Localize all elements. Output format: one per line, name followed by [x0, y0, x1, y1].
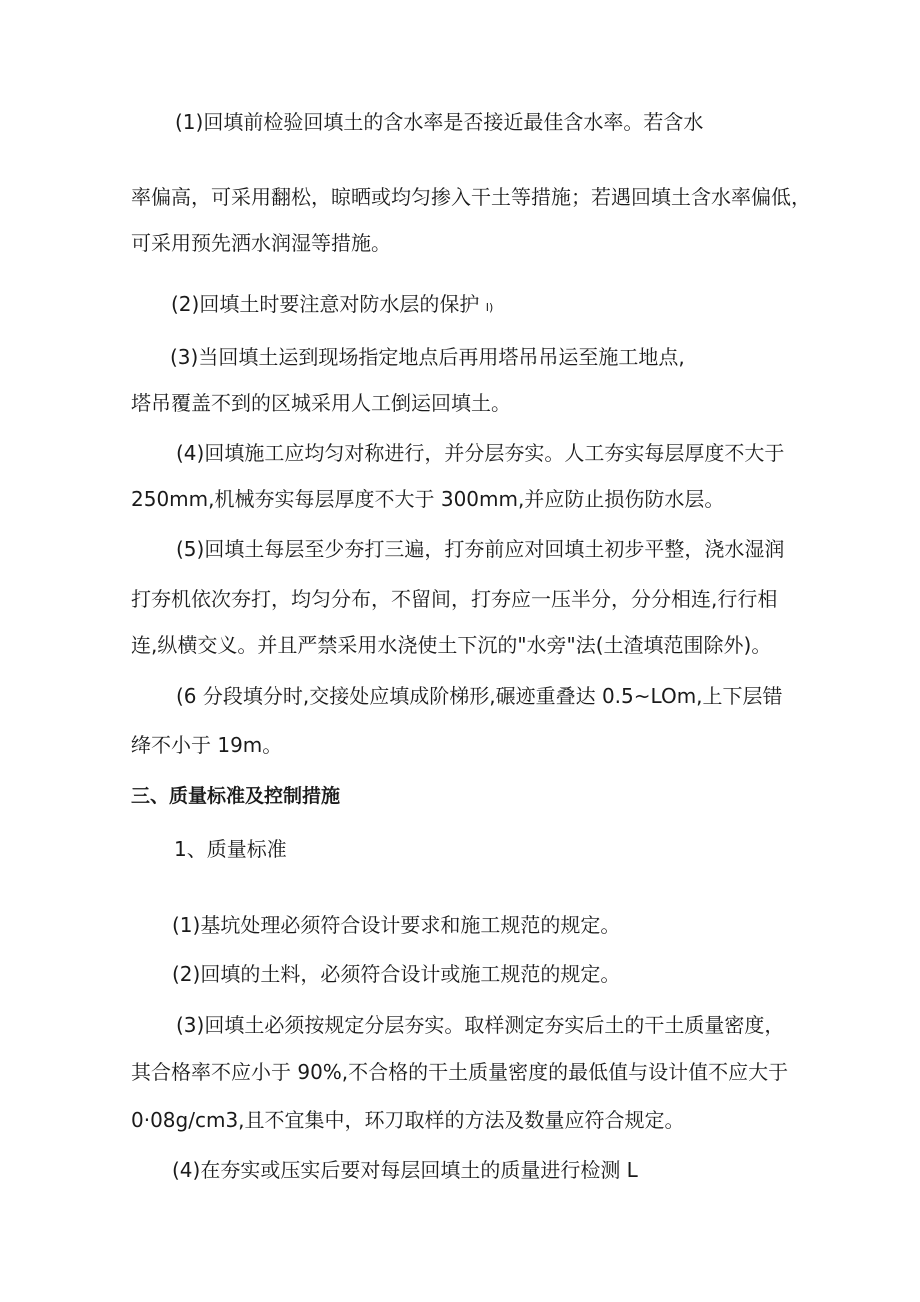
paragraph-6-line-1: (6 分段填分时,交接处应填成阶梯形,碾迹重叠达 0.5~LOm,上下层错	[176, 684, 783, 708]
paragraph-2-text: (2)回填土时要注意对防水层的保护	[171, 292, 480, 316]
paragraph-1-line-1: (1)回填前检验回填土的含水率是否接近最佳含水率。若含水	[175, 110, 704, 134]
quality-item-3-line-1: (3)回填土必须按规定分层夯实。取样测定夯实后土的干土质量密度，	[176, 1013, 785, 1037]
section-heading: 三、质量标准及控制措施	[131, 785, 341, 807]
paragraph-4-line-1: (4)回填施工应均匀对称进行，并分层夯实。人工夯实每层厚度不大于	[176, 441, 785, 465]
paragraph-6-line-2: 绛不小于 19m。	[131, 733, 283, 757]
paragraph-3-line-1: (3)当回填土运到现场指定地点后再用塔吊吊运至施工地点,	[170, 345, 685, 369]
paragraph-5-line-1: (5)回填土每层至少夯打三遍，打夯前应对回填土初步平整，浇水湿润	[176, 537, 785, 561]
paragraph-1-line-2: 率偏高，可采用翻松，晾晒或均匀掺入干土等措施；若遇回填土含水率偏低，	[131, 185, 811, 209]
sub-heading: 1、质量标准	[174, 837, 287, 861]
quality-item-3-line-2: 其合格率不应小于 90%,不合格的干土质量密度的最低值与设计值不应大于	[131, 1060, 789, 1084]
paragraph-1-line-3: 可采用预先洒水润湿等措施。	[131, 231, 391, 255]
paragraph-2-mark: I)	[485, 301, 494, 314]
quality-item-4-line-1: (4)在夯实或压实后要对每层回填土的质量进行检测 L	[172, 1158, 638, 1182]
paragraph-3-line-2: 塔吊覆盖不到的区城采用人工倒运回填土。	[131, 391, 511, 415]
quality-item-1: (1)基坑处理必须符合设计要求和施工规范的规定。	[172, 913, 621, 937]
paragraph-5-line-2: 打夯机依次夯打，均匀分布，不留间，打夯应一压半分，分分相连,行行相	[131, 587, 778, 611]
paragraph-5-line-3: 连,纵横交义。并且严禁采用水浇使土下沉的"水旁"法(土渣填范围除外)。	[131, 633, 772, 657]
paragraph-2-line-1	[171, 290, 493, 322]
quality-item-3-line-3: 0·08g/cm3,且不宜集中，环刀取样的方法及数量应符合规定。	[131, 1108, 685, 1132]
paragraph-4-line-2: 250mm,机械夯实每层厚度不大于 300mm,并应防止损伤防水层。	[131, 487, 725, 511]
quality-item-2: (2)回填的土料，必须符合设计或施工规范的规定。	[172, 962, 621, 986]
